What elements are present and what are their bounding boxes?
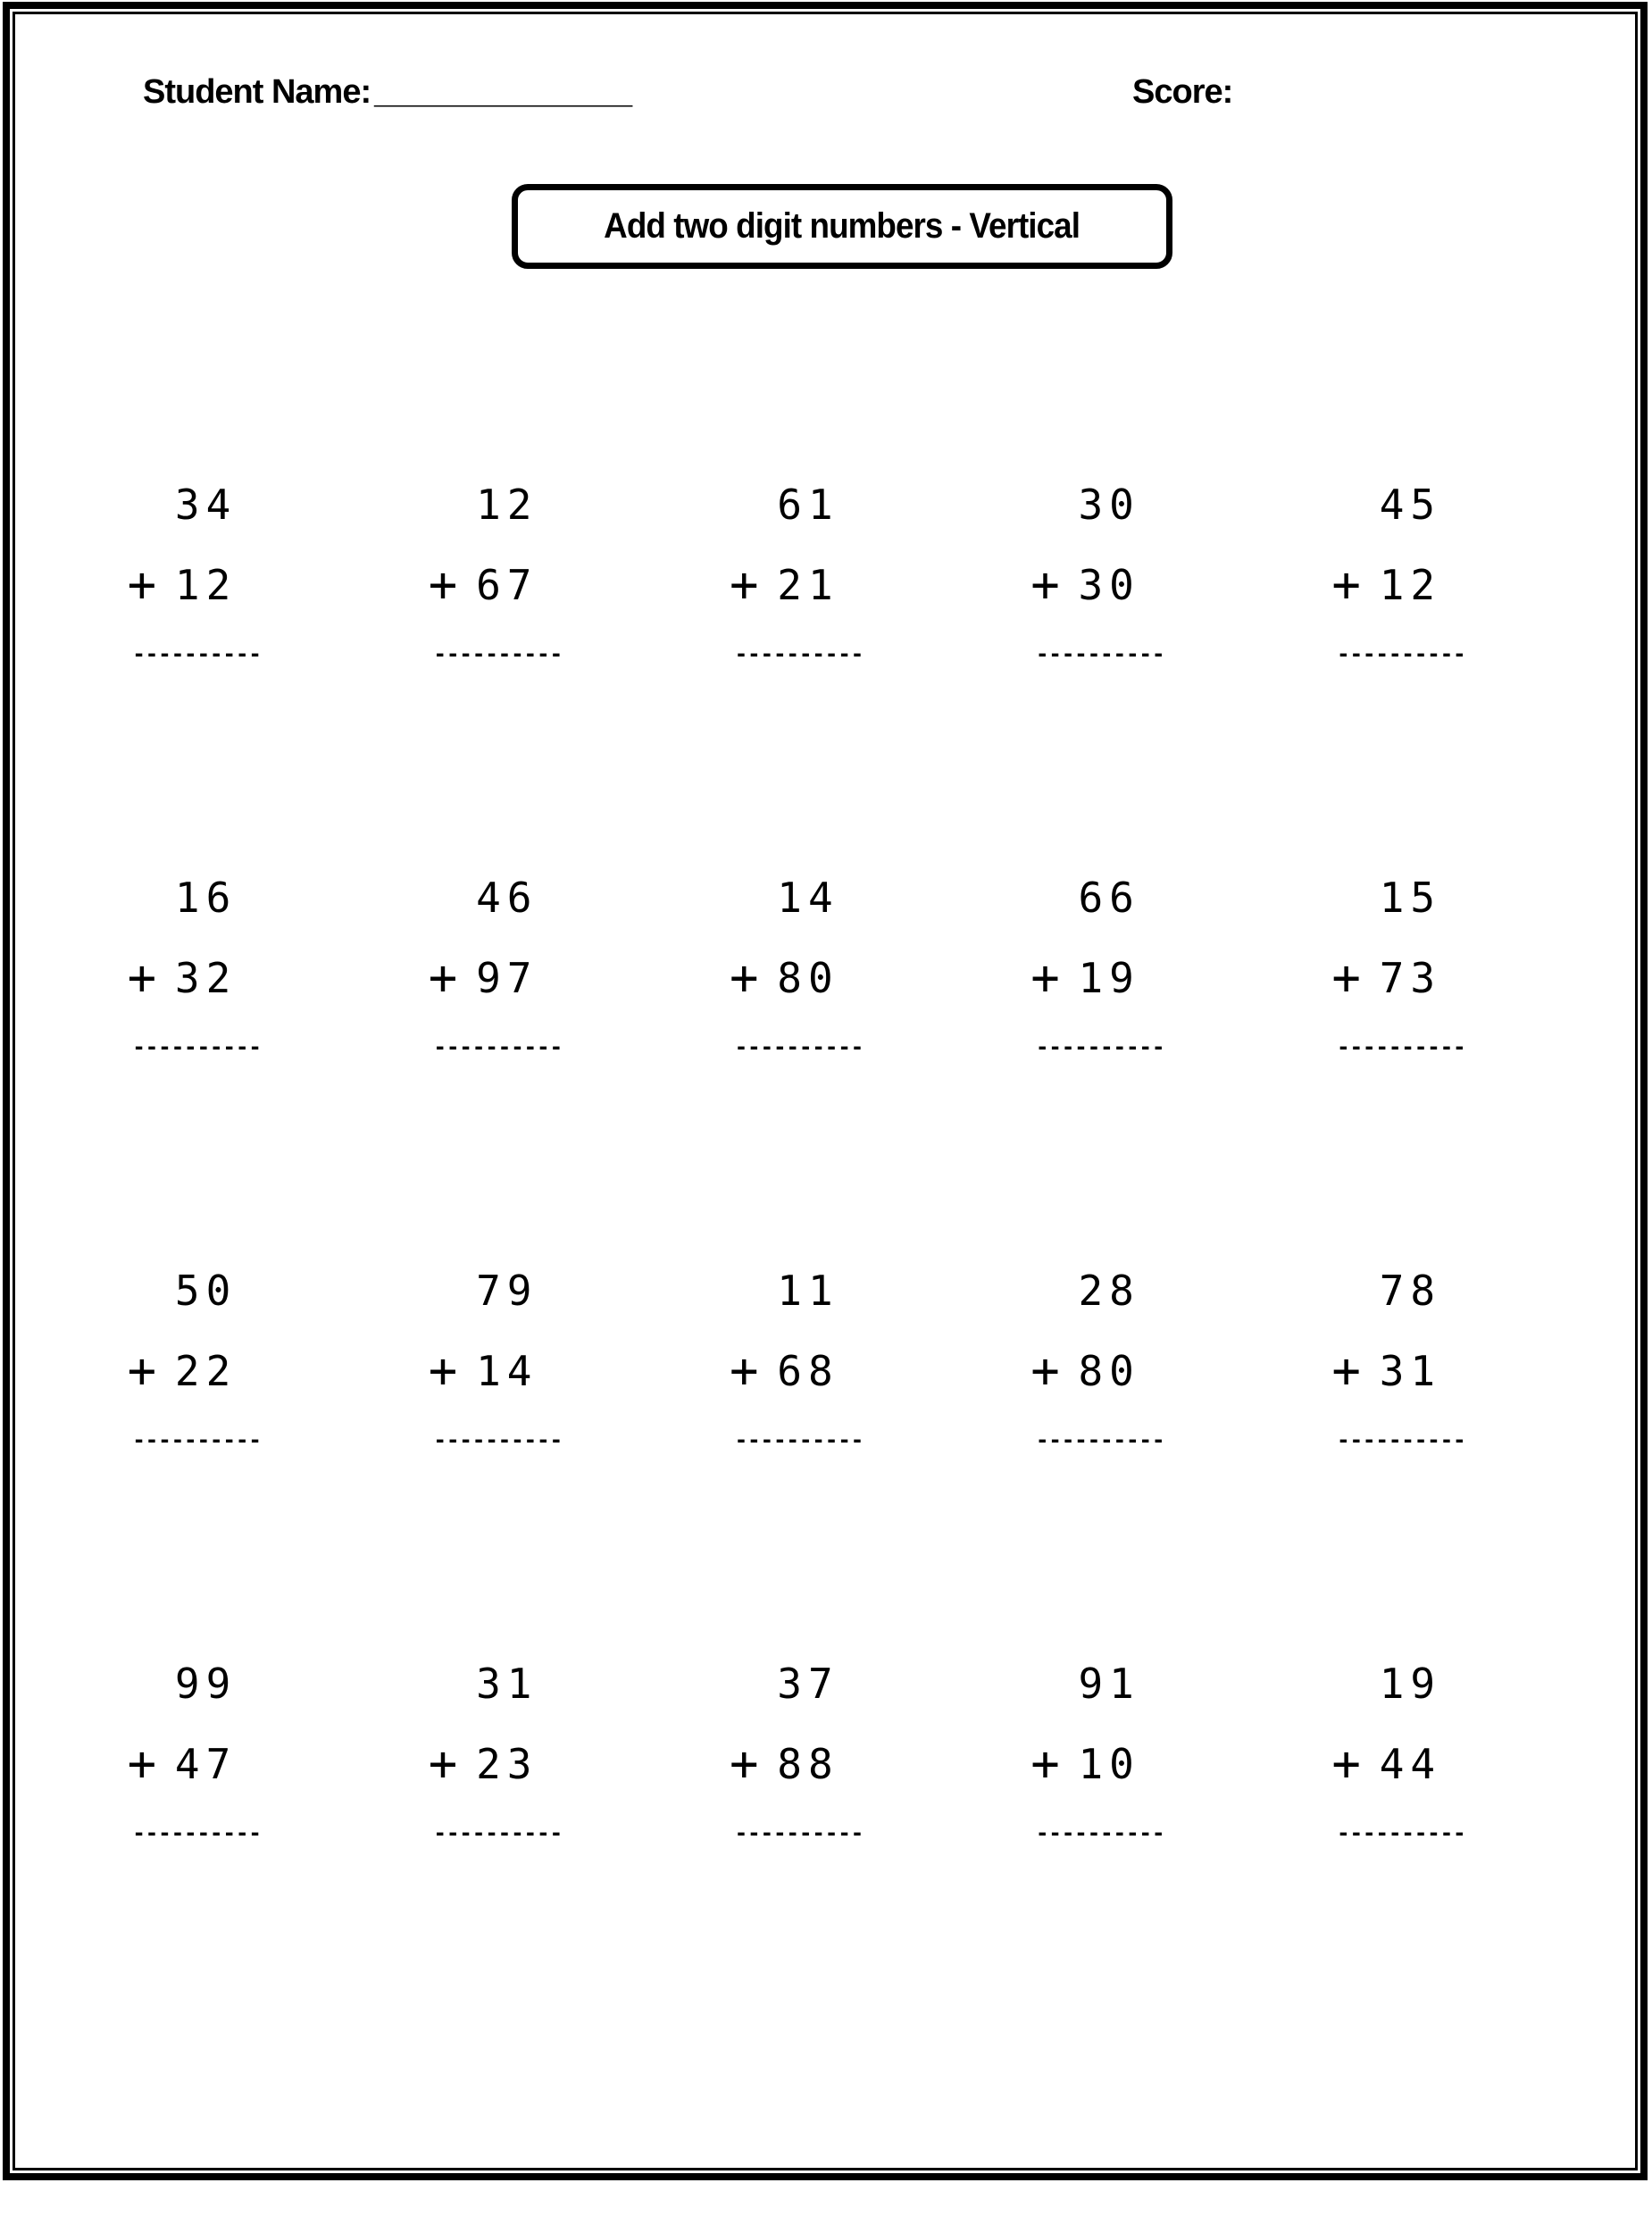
plus-operator-icon: + [428,949,458,1006]
bottom-addend: 32 [174,954,238,1002]
addition-problem [1030,481,1168,877]
plus-operator-icon: + [127,1735,157,1792]
plus-operator-icon: + [1331,949,1361,1006]
bottom-addend: 31 [1379,1347,1442,1395]
top-addend: 45 [1379,481,1442,529]
top-addend: 66 [1078,874,1140,922]
answer-line: ---------- [1035,1820,1165,1845]
addition-problem [1331,1267,1469,1663]
bottom-addend: 44 [1379,1740,1442,1788]
top-addend: 30 [1078,481,1140,529]
plus-operator-icon: + [1030,1342,1060,1399]
bottom-addend-row [729,1342,867,1399]
bottom-addend-row [1331,949,1469,1006]
bottom-addend: 80 [777,954,839,1002]
addition-problem [1030,1267,1168,1663]
bottom-addend: 73 [1379,954,1442,1002]
addition-problem [428,874,566,1270]
plus-operator-icon: + [127,1342,157,1399]
bottom-addend: 21 [777,561,839,609]
answer-line: ---------- [433,1034,563,1059]
top-addend: 99 [174,1660,238,1708]
plus-operator-icon: + [127,556,157,613]
worksheet-header [15,14,1635,157]
bottom-addend-row [127,1735,265,1792]
plus-operator-icon: + [1331,1735,1361,1792]
score-label: Score: [1132,73,1233,111]
addition-problem [127,1660,265,2056]
answer-line: ---------- [132,1427,262,1452]
plus-operator-icon: + [428,1735,458,1792]
addition-problem [1331,874,1469,1270]
answer-line: ---------- [1337,1820,1466,1845]
bottom-addend-row [127,1342,265,1399]
bottom-addend-row [729,556,867,613]
bottom-addend-row [1030,1342,1168,1399]
top-addend: 31 [476,1660,538,1708]
bottom-addend-row [127,556,265,613]
top-addend: 28 [1078,1267,1140,1315]
bottom-addend-row [1331,1342,1469,1399]
bottom-addend-row [1030,949,1168,1006]
worksheet-page [15,14,1635,2168]
bottom-addend: 80 [1078,1347,1140,1395]
answer-line: ---------- [1035,1034,1165,1059]
bottom-addend-row [1331,556,1469,613]
top-addend: 79 [476,1267,538,1315]
addition-problem [428,1660,566,2056]
answer-line: ---------- [132,641,262,666]
top-addend: 19 [1379,1660,1442,1708]
plus-operator-icon: + [1030,1735,1060,1792]
answer-line: ---------- [734,1427,864,1452]
answer-line: ---------- [1035,641,1165,666]
plus-operator-icon: + [729,949,759,1006]
addition-problem [729,1267,867,1663]
top-addend: 61 [777,481,839,529]
bottom-addend: 19 [1078,954,1140,1002]
addition-problem [127,1267,265,1663]
student-name-row [143,73,630,112]
addition-problem [1030,874,1168,1270]
plus-operator-icon: + [729,556,759,613]
plus-operator-icon: + [428,1342,458,1399]
bottom-addend-row [729,1735,867,1792]
page-inner-border [13,12,1638,2170]
top-addend: 15 [1379,874,1442,922]
bottom-addend: 88 [777,1740,839,1788]
bottom-addend: 12 [174,561,238,609]
top-addend: 34 [174,481,238,529]
bottom-addend-row [729,949,867,1006]
answer-line: ---------- [734,1820,864,1845]
student-name-blank: _______________ [374,73,631,111]
plus-operator-icon: + [127,949,157,1006]
top-addend: 14 [777,874,839,922]
answer-line: ---------- [1337,641,1466,666]
bottom-addend: 67 [476,561,538,609]
plus-operator-icon: + [1030,556,1060,613]
addition-problem [127,481,265,877]
top-addend: 37 [777,1660,839,1708]
addition-problem [127,874,265,1270]
worksheet-title-box [512,184,1172,269]
plus-operator-icon: + [428,556,458,613]
addition-problem [428,481,566,877]
addition-problem [428,1267,566,1663]
addition-problem [729,1660,867,2056]
addition-problem [1331,481,1469,877]
plus-operator-icon: + [729,1342,759,1399]
bottom-addend-row [1331,1735,1469,1792]
bottom-addend-row [1030,1735,1168,1792]
addition-problem [1030,1660,1168,2056]
bottom-addend: 22 [174,1347,238,1395]
top-addend: 91 [1078,1660,1140,1708]
bottom-addend-row [127,949,265,1006]
answer-line: ---------- [433,1427,563,1452]
bottom-addend: 12 [1379,561,1442,609]
top-addend: 46 [476,874,538,922]
page-border [3,2,1648,2180]
plus-operator-icon: + [1331,556,1361,613]
bottom-addend: 10 [1078,1740,1140,1788]
answer-line: ---------- [1035,1427,1165,1452]
plus-operator-icon: + [1030,949,1060,1006]
bottom-addend: 23 [476,1740,538,1788]
bottom-addend: 97 [476,954,538,1002]
problems-grid [46,481,1552,2056]
plus-operator-icon: + [1331,1342,1361,1399]
bottom-addend-row [428,949,566,1006]
top-addend: 16 [174,874,238,922]
student-name-label: Student Name: [143,73,371,111]
answer-line: ---------- [433,641,563,666]
answer-line: ---------- [132,1034,262,1059]
bottom-addend: 30 [1078,561,1140,609]
answer-line: ---------- [1337,1427,1466,1452]
addition-problem [1331,1660,1469,2056]
bottom-addend-row [428,556,566,613]
bottom-addend-row [428,1342,566,1399]
top-addend: 50 [174,1267,238,1315]
bottom-addend: 47 [174,1740,238,1788]
bottom-addend-row [428,1735,566,1792]
answer-line: ---------- [433,1820,563,1845]
addition-problem [729,481,867,877]
bottom-addend: 68 [777,1347,839,1395]
worksheet-title: Add two digit numbers - Vertical [604,206,1080,246]
plus-operator-icon: + [729,1735,759,1792]
top-addend: 78 [1379,1267,1442,1315]
top-addend: 11 [777,1267,839,1315]
addition-problem [729,874,867,1270]
bottom-addend-row [1030,556,1168,613]
answer-line: ---------- [1337,1034,1466,1059]
top-addend: 12 [476,481,538,529]
answer-line: ---------- [734,641,864,666]
bottom-addend: 14 [476,1347,538,1395]
answer-line: ---------- [734,1034,864,1059]
answer-line: ---------- [132,1820,262,1845]
